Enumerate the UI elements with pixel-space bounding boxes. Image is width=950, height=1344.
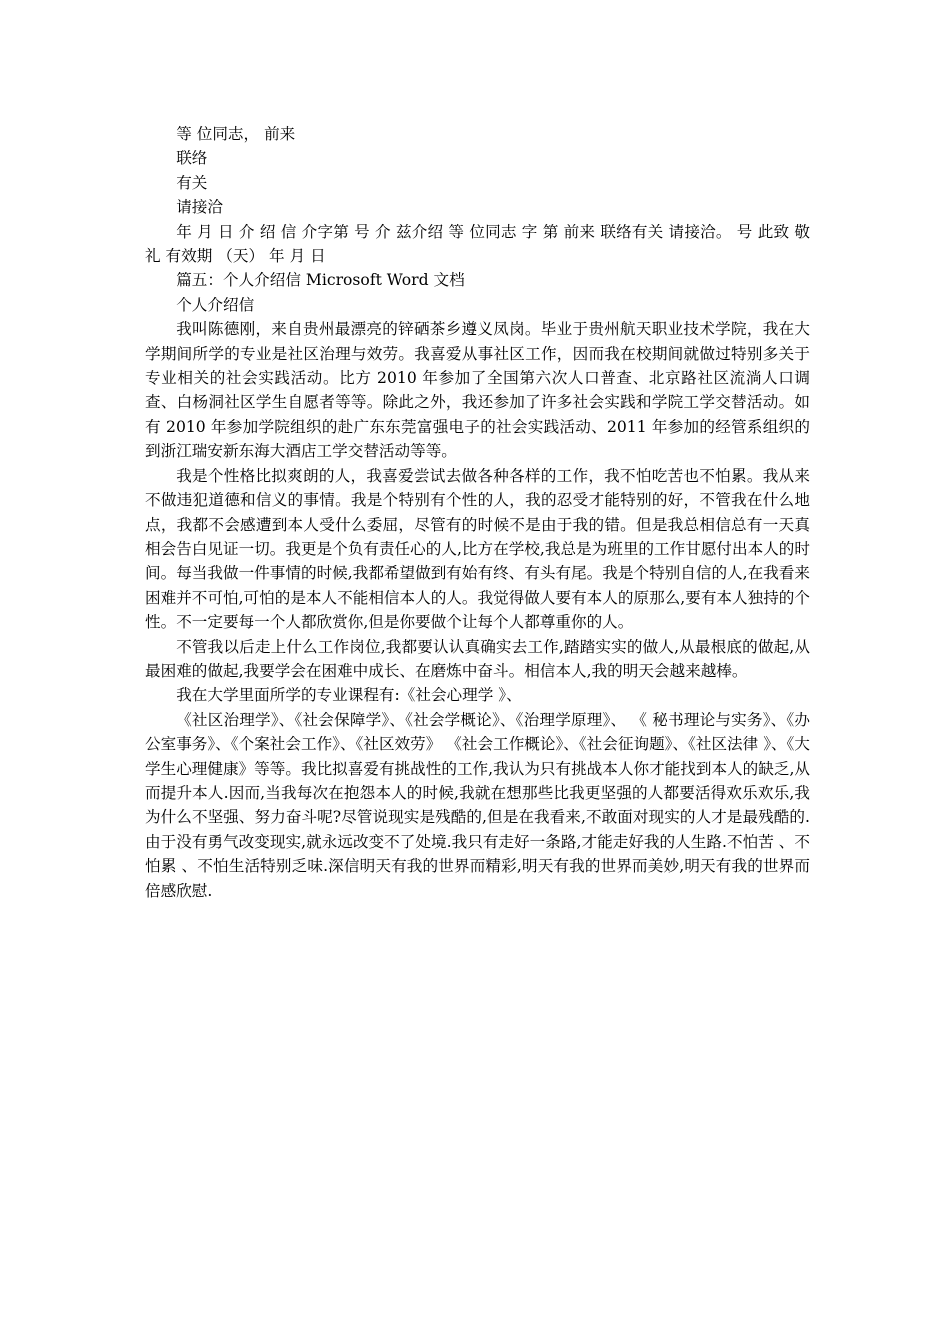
section-heading: 篇五：个人介绍信 Microsoft Word 文档 bbox=[176, 271, 465, 290]
letter-template-paragraph: 年 月 日 介 绍 信 介字第 号 介 兹介绍 等 位同志 字 第 前来 联络有关 请接洽。 号 此致 敬礼 有效期 （天） 年 月 日 bbox=[145, 222, 810, 266]
body-paragraph-future: 不管我以后走上什么工作岗位,我都要认认真确实去工作,踏踏实实的做人,从最根底的做起,从最困难的做起,我要学会在困难中成长、在磨炼中奋斗。相信本人,我的明天会越来越棒。 bbox=[145, 637, 810, 680]
document-title: 个人介绍信 bbox=[176, 295, 255, 314]
body-paragraph-intro: 我叫陈德刚，来自贵州最漂亮的锌硒茶乡遵义凤岗。毕业于贵州航天职业技术学院，我在大学期间所学的专业是社区治理与效劳。我喜爱从事社区工作，因而我在校期间就做过特别多关于专业相关的社会实践活动。比方 2010 年参加了全国第六次人口普查、北京路社区流淌人口调查、白杨洞社区学生自愿者等等。除此之外，我还参加了许多社会实践和学院工学交替活动。如有 2010 年参加学院组织的赴广东东莞富强电子的社会实践活动、2011 年参加的经管系组织的到浙江瑞安新东海大酒店工学交替活动等等。 bbox=[145, 320, 810, 461]
body-paragraph-courses-intro: 我在大学里面所学的专业课程有:《社会心理学 》、 bbox=[176, 686, 522, 705]
body-paragraph-courses: 《社区治理学》、《社会保障学》、《社会学概论》、《治理学原理》、 《 秘书理论与实务》、《办公室事务》、《个案社会工作》、《社区效劳》 《社会工作概论》、《社会征询题》、《社区法律 》、《大学生心理健康》等等。我比拟喜爱有挑战性的工作,我认为只有挑战本人你才能找到本人的缺乏,从而提升本人.因而,当我每次在抱怨本人的时候,我就在想那些比我更坚强的人都要活得欢乐欢乐,我为什么不坚强、努力奋斗呢?尽管说现实是残酷的,但是在我看来,不敢面对现实的人才是最残酷的.由于没有勇气改变现实,就永远改变不了处境.我只有走好一条路,才能走好我的人生路.不怕苦 、不怕累 、不怕生活特别乏味.深信明天有我的世界而精彩,明天有我的世界而美妙,明天有我的世界而倍感欣慰. bbox=[145, 710, 810, 900]
body-paragraph-personality: 我是个性格比拟爽朗的人，我喜爱尝试去做各种各样的工作，我不怕吃苦也不怕累。我从来不做违犯道德和信义的事情。我是个特别有个性的人，我的忍受才能特别的好，不管我在什么地点，我都不会感遭到本人受什么委屈，尽管有的时候不是由于我的错。但是我总相信总有一天真相会告白见证一切。我更是个负有责任心的人,比方在学校,我总是为班里的工作甘愿付出本人的时间。每当我做一件事情的时候,我都希望做到有始有终、有头有尾。我是个特别自信的人,在我看来困难并不可怕,可怕的是本人不能相信本人的人。我觉得做人要有本人的原那么,要有本人独持的个性。不一定要每一个人都欣赏你,但是你要做个让每个人都尊重你的人。 bbox=[145, 466, 810, 632]
text-line-please-receive: 请接洽 bbox=[176, 198, 223, 217]
text-line-contact: 联络 bbox=[176, 149, 208, 168]
text-line-colleagues: 等 位同志， 前来 bbox=[176, 125, 296, 143]
document-body bbox=[145, 122, 810, 903]
text-line-related: 有关 bbox=[176, 173, 208, 192]
